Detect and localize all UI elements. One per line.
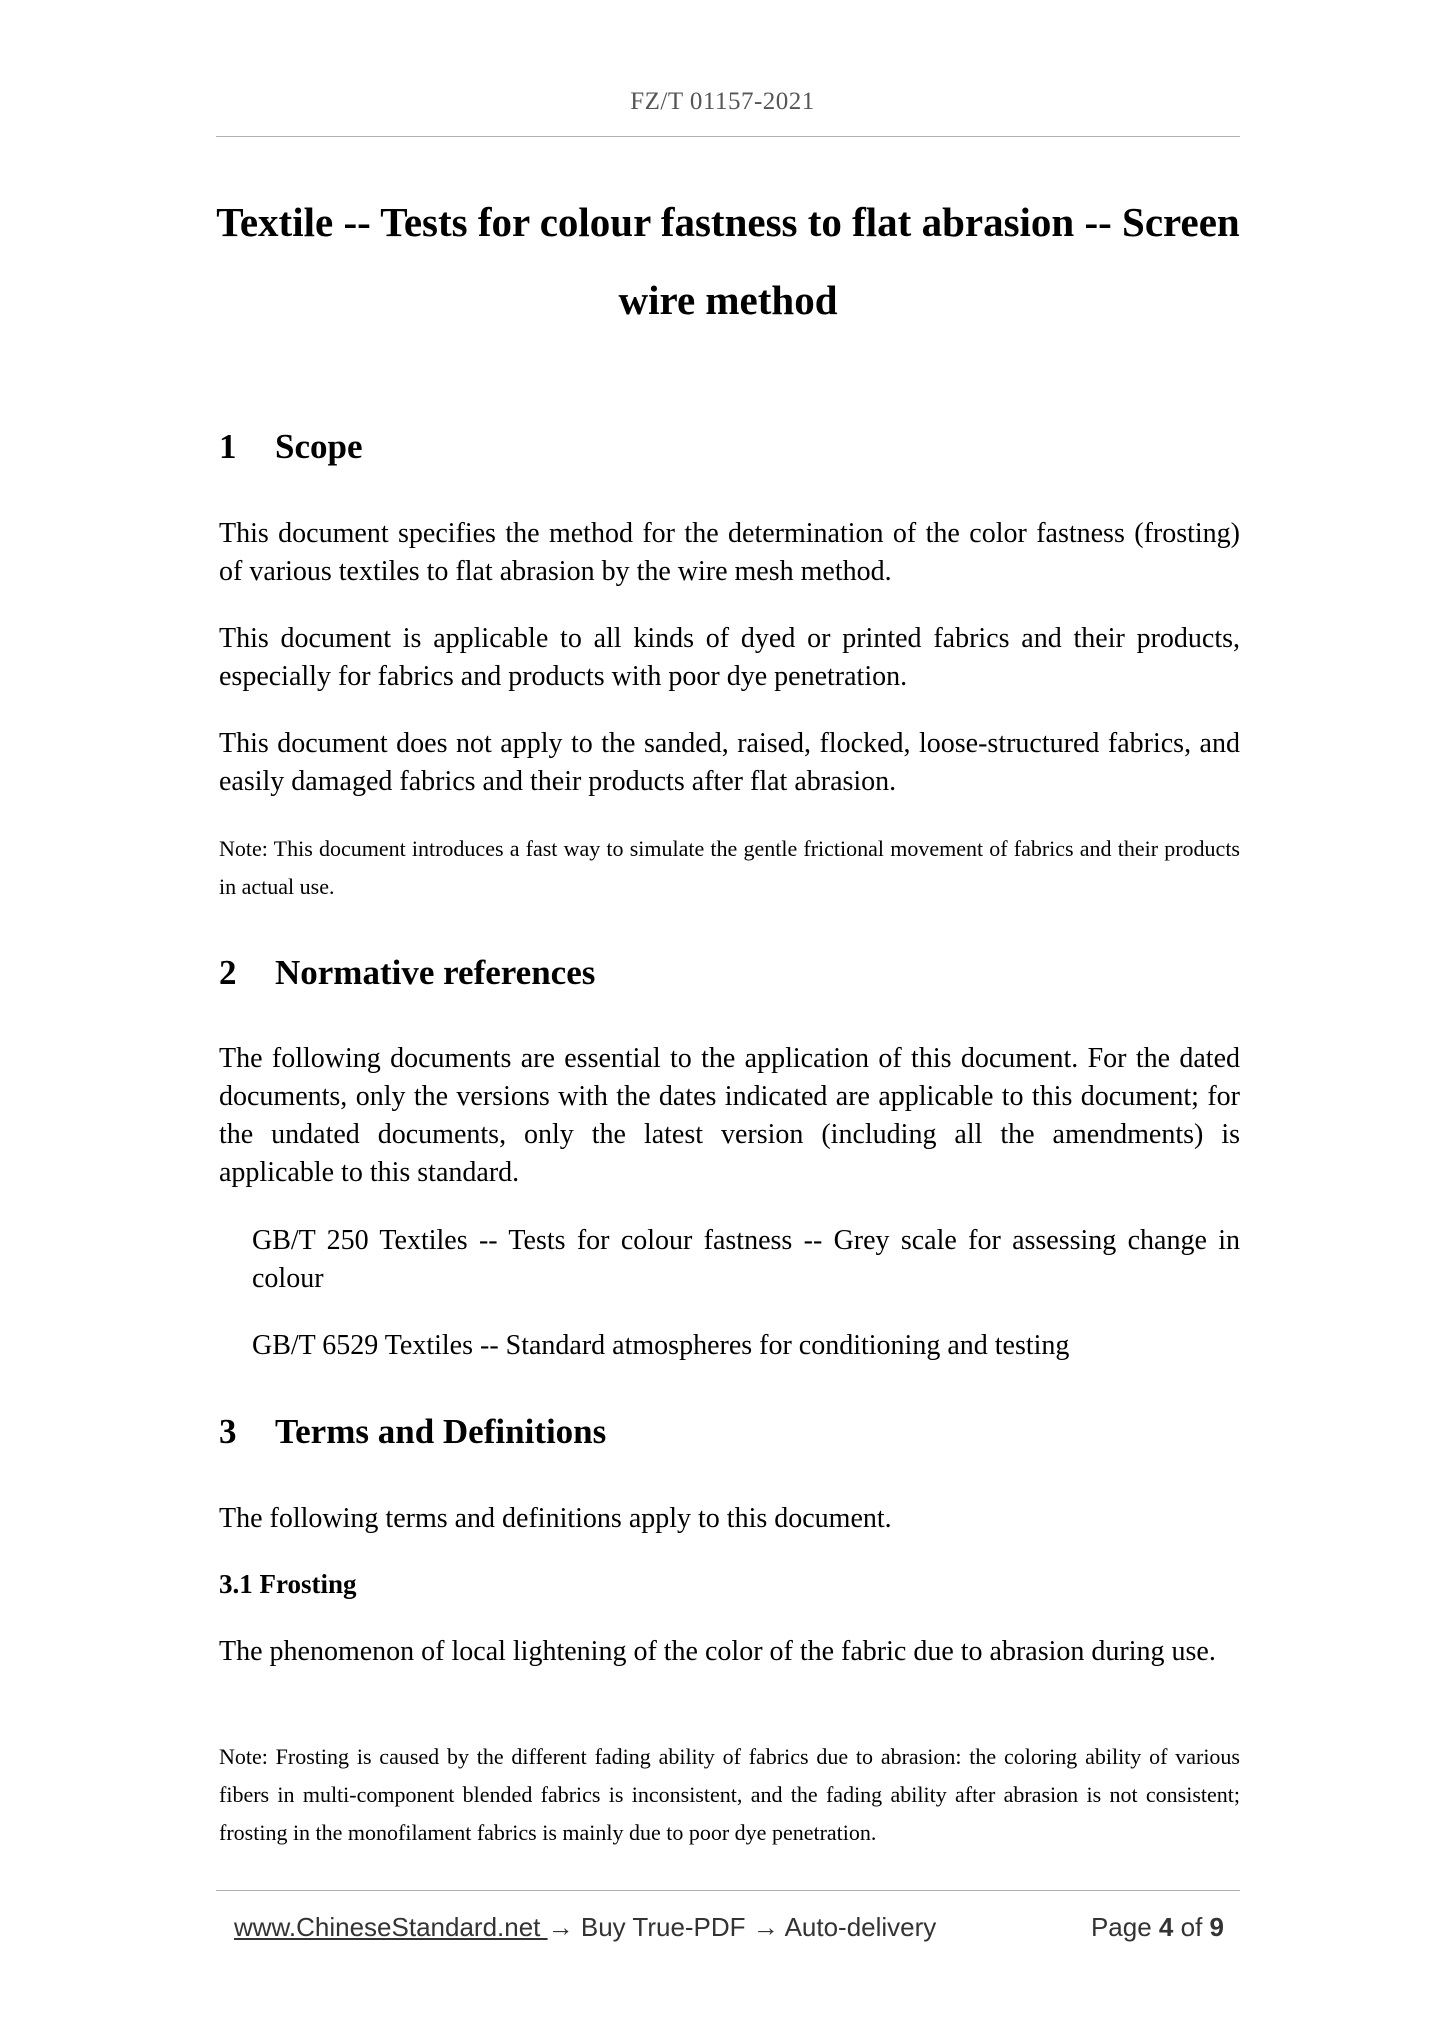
footer-divider [216,1890,1240,1891]
buy-pdf-text: Buy True-PDF [573,1912,753,1942]
terms-intro: The following terms and definitions apply to this document. [219,1503,892,1534]
page-footer [234,1912,1240,1952]
section-number: 3 [219,1412,237,1451]
auto-delivery-text: Auto-delivery [778,1912,937,1942]
document-title-line-2: wire method [618,277,838,323]
scope-paragraph-3: This document does not apply to the sanded, raised, flocked, loose-structured fabrics, and easily damaged fabrics and their products after flat abrasion. [219,728,1240,797]
section-title: Normative references [275,953,596,992]
scope-paragraph-1: This document specifies the method for the determination of the color fastness (frosting) of various textiles to flat abrasion by the wire mesh method. [219,518,1240,587]
terms-note: Note: Frosting is caused by the different fading ability of fabrics due to abrasion: the coloring ability of various fibers in multi-component blended fabrics is inconsistent, and the fading ability after abrasion is not consistent; frosting in the monofilament fabrics is mainly due to poor dye penetration. [219,1744,1240,1845]
term-definition: The phenomenon of local lightening of the color of the fabric due to abrasion during use. [219,1636,1216,1667]
section-title: Scope [275,427,363,466]
arrow-right-icon: → [752,1912,779,1942]
normative-intro: The following documents are essential to the application of this document. For the dated documents, only the versions with the dates indicated are applicable to this document; for the undated documents, only the latest version (including all the amendments) is applicable to this standard. [219,1043,1240,1188]
section-number: 2 [219,953,237,992]
page-indicator [1091,1912,1224,1943]
header-divider [216,136,1240,137]
reference-item: GB/T 6529 Textiles -- Standard atmospheres for conditioning and testing [252,1330,1070,1361]
page-label: Page [1090,1912,1159,1942]
document-title [216,183,1240,339]
current-page-number: 4 [1158,1912,1174,1942]
section-heading-scope [219,427,363,467]
arrow-right-icon: → [547,1912,574,1942]
section-number: 1 [219,427,237,466]
section-title: Terms and Definitions [275,1412,607,1451]
running-header: FZ/T 01157-2021 [630,88,815,115]
section-heading-terms-definitions [219,1412,606,1452]
scope-paragraph-2: This document is applicable to all kinds of dyed or printed fabrics and their products, especially for fabrics and products with poor dye penetration. [219,623,1240,692]
site-link[interactable]: www.ChineseStandard.net [234,1912,548,1942]
document-title-line-1: Textile -- Tests for colour fastness to flat abrasion -- Screen [216,199,1240,245]
total-page-number: 9 [1209,1912,1224,1942]
reference-item: GB/T 250 Textiles -- Tests for colour fastness -- Grey scale for assessing change in colour [252,1225,1240,1294]
scope-note: Note: This document introduces a fast way to simulate the gentle frictional movement of fabrics and their products in actual use. [219,836,1240,899]
term-heading-frosting: 3.1 Frosting [219,1569,357,1599]
section-heading-normative-references [219,953,595,993]
of-label: of [1173,1912,1210,1942]
